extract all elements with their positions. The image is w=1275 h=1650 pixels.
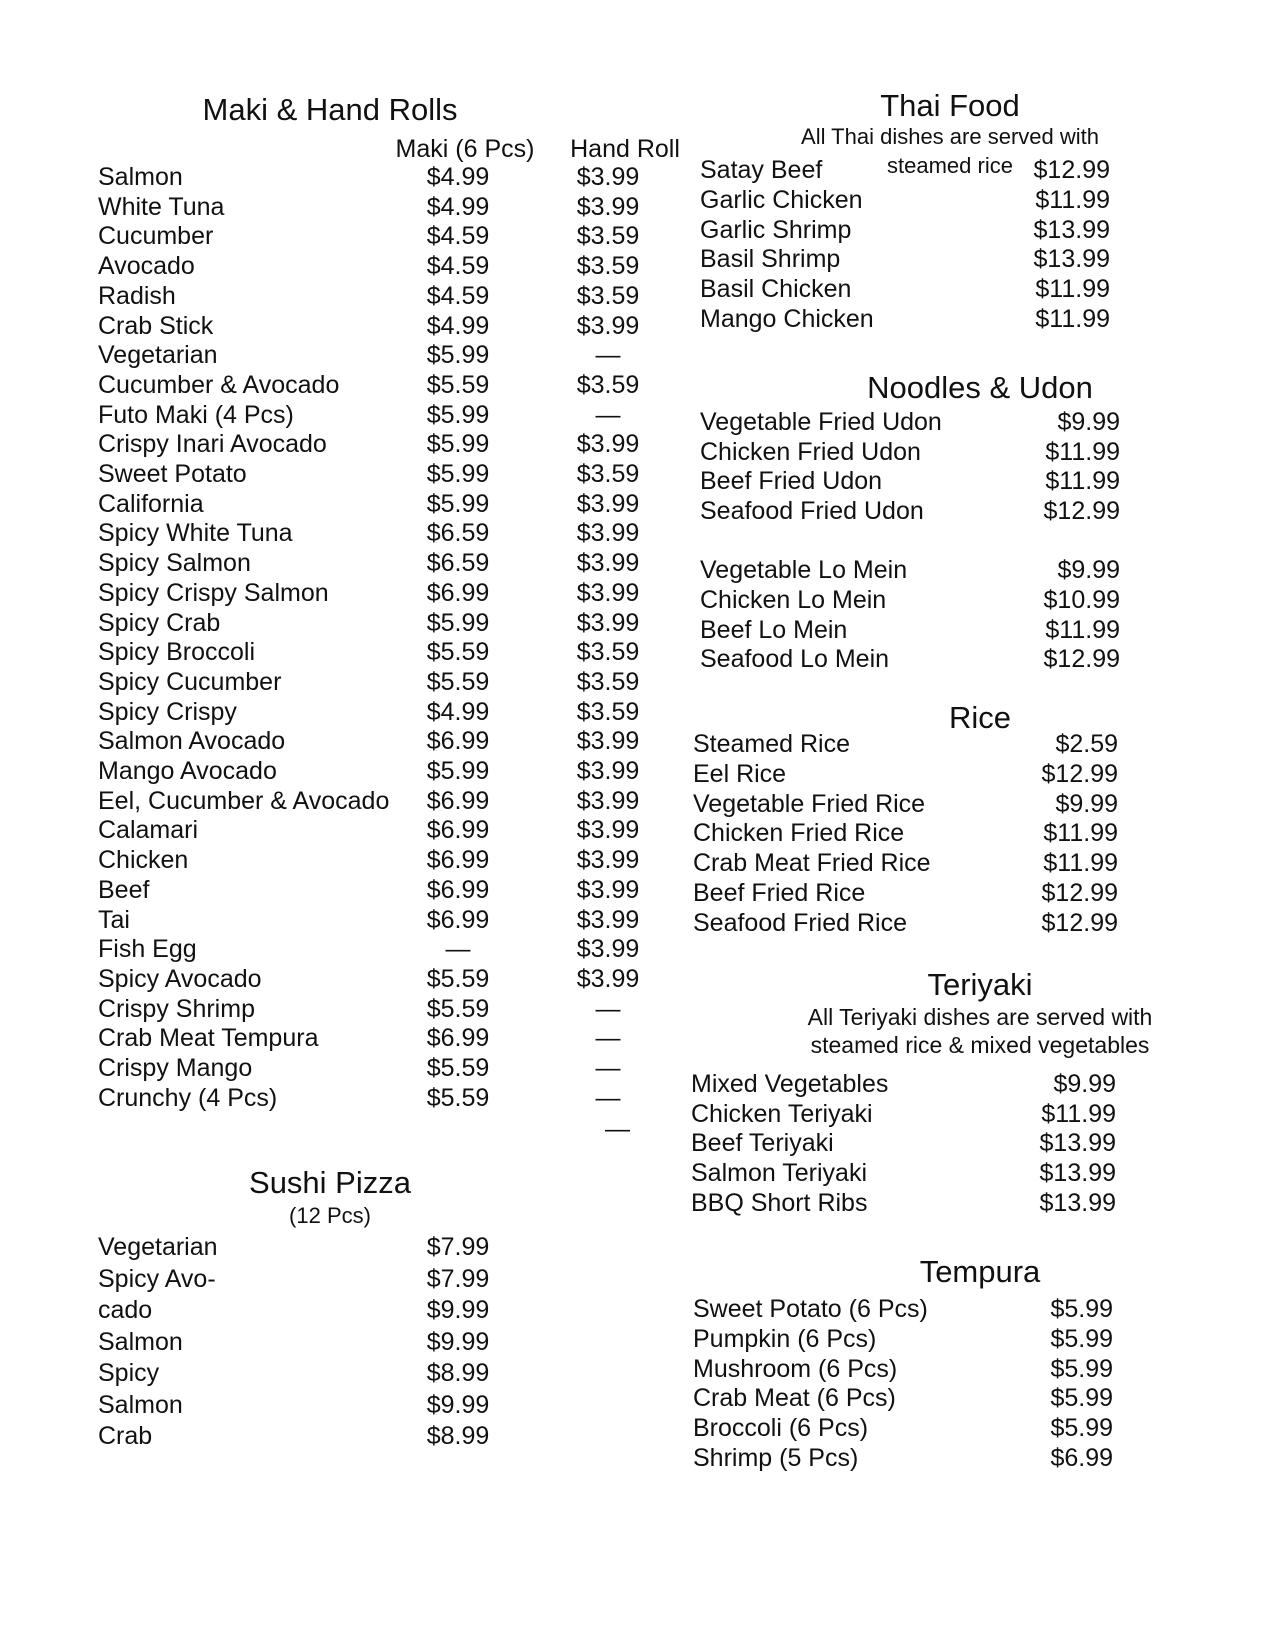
teriyaki-row [691,1099,1126,1130]
item-name: Vegetarian [98,341,218,370]
item-price: $11.99 [1041,1099,1116,1128]
hand-roll-price: $3.59 [576,252,640,281]
noodles-title: Noodles & Udon [867,370,1093,405]
maki-price: $6.59 [426,549,490,578]
maki-row [98,518,658,549]
pizza-row [98,1421,518,1452]
maki-row [98,875,658,906]
item-price: $5.99 [1050,1384,1113,1413]
item-price: $6.99 [1050,1444,1113,1472]
maki-row [98,370,658,401]
item-name: Crab Stick [98,311,214,340]
item-name: Spicy [98,1359,160,1387]
item-name: Crab Meat Fried Rice [693,849,931,878]
thai-row [700,185,1120,216]
item-name: Beef Teriyaki [691,1129,834,1158]
item-price: $9.99 [426,1327,490,1356]
item-price: $8.99 [426,1359,490,1387]
item-name: Spicy Crab [98,608,221,637]
item-price: $5.99 [1050,1324,1113,1353]
item-price: $11.99 [1035,185,1110,214]
item-name: Spicy Broccoli [98,638,255,667]
hand-roll-price: — [595,1054,621,1082]
tempura-title: Tempura [919,1254,1041,1289]
thai-row [700,244,1120,275]
lomein-row [700,615,1125,646]
item-name: Crispy Inari Avocado [98,430,327,459]
maki-price: $5.99 [426,400,490,429]
item-price: $9.99 [1057,556,1120,584]
maki-row [98,251,658,282]
item-price: $2.59 [1055,730,1118,758]
thai-title: Thai Food [880,88,1020,123]
item-price: $12.99 [1041,879,1118,907]
item-name: Mango Chicken [700,305,874,333]
maki-title: Maki & Hand Rolls [202,92,458,127]
maki-price: $5.59 [426,1054,490,1082]
item-name: Sweet Potato (6 Pcs) [693,1295,928,1323]
item-price: $7.99 [426,1264,490,1293]
pizza-row [98,1390,518,1421]
item-price: $9.99 [426,1296,490,1324]
rice-row [693,729,1123,760]
maki-row [98,1083,658,1114]
maki-price: $5.59 [426,994,490,1023]
teriyaki-row [691,1069,1126,1100]
item-name: California [98,489,204,518]
teriyaki-row [691,1188,1126,1219]
item-price: $11.99 [1045,437,1120,466]
item-name: Crab Meat Tempura [98,1024,319,1053]
item-price: $12.99 [1043,645,1120,674]
pizza-title: Sushi Pizza [249,1165,411,1200]
maki-row [98,905,658,936]
thai-row [700,304,1120,335]
item-name: Salmon Teriyaki [691,1159,868,1188]
item-name: Vegetarian [98,1233,218,1261]
hand-roll-price: $3.59 [576,697,640,726]
maki-row [98,964,658,995]
maki-row [98,667,658,698]
item-name: Tai [98,905,130,934]
maki-column-header: Maki (6 Pcs) [395,135,535,163]
teriyaki-title: Teriyaki [927,967,1033,1002]
tempura-row [693,1413,1123,1444]
hand-roll-price: $3.99 [576,578,640,607]
item-name: Shrimp (5 Pcs) [693,1444,859,1472]
tempura-row [693,1294,1123,1325]
maki-price: $6.59 [426,519,490,548]
item-name: Futo Maki (4 Pcs) [98,400,294,429]
item-name: Spicy White Tuna [98,519,293,548]
rice-row [693,789,1123,820]
maki-row [98,548,658,579]
maki-price: $4.59 [426,252,490,281]
hand-roll-price: $3.99 [576,757,640,785]
hand-roll-price: $3.99 [576,549,640,578]
item-name: Spicy Crispy [98,697,237,726]
udon-row [700,437,1125,468]
trailing-dash: — [605,1115,630,1143]
maki-row [98,221,658,252]
item-name: Calamari [98,816,199,845]
item-price: $11.99 [1035,275,1110,304]
teriyaki-row [691,1158,1126,1189]
item-price: $5.99 [1050,1295,1113,1323]
hand-roll-price: $3.99 [576,875,640,904]
item-name: Avocado [98,252,195,281]
item-name: Crispy Shrimp [98,994,255,1023]
maki-row [98,162,658,193]
item-name: White Tuna [98,192,225,221]
item-name: Cucumber [98,222,214,251]
maki-price: $5.59 [426,964,490,993]
thai-row [700,274,1120,305]
item-price: $12.99 [1033,156,1110,184]
thai-row [700,155,1120,186]
item-name: Garlic Shrimp [700,215,852,244]
item-price: $11.99 [1035,305,1110,333]
pizza-row [98,1232,518,1263]
item-name: Beef Fried Rice [693,879,866,907]
maki-row [98,192,658,223]
hand-roll-price: $3.59 [576,370,640,399]
item-name: Seafood Lo Mein [700,645,890,674]
item-name: BBQ Short Ribs [691,1188,868,1217]
hand-roll-price: $3.99 [576,519,640,548]
hand-roll-price: $3.99 [576,192,640,221]
maki-price: $6.99 [426,727,490,756]
item-price: $12.99 [1043,496,1120,525]
item-price: $13.99 [1033,215,1110,244]
item-name: Basil Chicken [700,275,852,304]
item-name: Chicken Fried Udon [700,437,921,466]
item-name: Salmon [98,1327,183,1356]
item-price: $7.99 [426,1233,490,1261]
item-name: Cucumber & Avocado [98,370,340,399]
hand-roll-price: — [595,1024,621,1053]
rice-row [693,878,1123,909]
lomein-row [700,555,1125,586]
maki-price: $6.99 [426,786,490,815]
item-name: Beef [98,875,150,904]
hand-roll-price: — [595,994,621,1023]
item-price: $11.99 [1045,467,1120,496]
maki-row [98,608,658,639]
rice-row [693,759,1123,790]
item-name: Vegetable Lo Mein [700,556,908,584]
hand-roll-price: — [595,1083,621,1112]
maki-price: $5.59 [426,370,490,399]
item-price: $9.99 [426,1390,490,1419]
tempura-row [693,1354,1123,1385]
item-name: Beef Fried Udon [700,467,883,496]
item-name: Steamed Rice [693,730,851,758]
hand-roll-price: $3.99 [576,430,640,459]
item-name: Salmon [98,163,183,191]
maki-row [98,578,658,609]
item-name: Crab [98,1422,153,1450]
hand-roll-column-header: Hand Roll [570,135,680,163]
maki-row [98,815,658,846]
item-name: Fish Egg [98,935,197,964]
item-name: Vegetable Fried Rice [693,789,926,818]
lomein-row [700,585,1125,616]
hand-roll-price: $3.99 [576,846,640,875]
maki-price: $4.99 [426,163,490,191]
item-price: $9.99 [1053,1070,1116,1098]
maki-row [98,1023,658,1054]
maki-price: $5.59 [426,1083,490,1112]
hand-roll-price: $3.99 [576,608,640,637]
tempura-row [693,1443,1123,1474]
item-name: Chicken Lo Mein [700,585,887,614]
item-price: $9.99 [1055,789,1118,818]
item-price: $12.99 [1041,908,1118,937]
maki-row [98,1053,658,1084]
maki-row [98,994,658,1025]
maki-price: $6.99 [426,1024,490,1053]
maki-row [98,697,658,728]
maki-price: $6.99 [426,816,490,845]
maki-row [98,934,658,965]
item-name: Spicy Avocado [98,964,262,993]
item-name: Beef Lo Mein [700,615,848,644]
item-name: Crispy Mango [98,1054,253,1082]
item-name: Broccoli (6 Pcs) [693,1414,869,1443]
item-price: $11.99 [1045,615,1120,644]
item-name: Chicken [98,846,189,875]
maki-row [98,311,658,342]
thai-row [700,215,1120,246]
hand-roll-price: $3.99 [576,905,640,934]
item-name: Chicken Fried Rice [693,819,905,848]
rice-row [693,848,1123,879]
maki-row [98,459,658,490]
item-name: Spicy Salmon [98,549,251,578]
hand-roll-price: — [595,400,621,429]
item-name: Vegetable Fried Udon [700,408,942,436]
maki-row [98,281,658,312]
maki-price: $5.99 [426,460,490,488]
item-price: $5.99 [1050,1414,1113,1443]
tempura-row [693,1324,1123,1355]
maki-price: $6.99 [426,578,490,607]
maki-price: $4.99 [426,311,490,340]
item-name: Radish [98,281,176,310]
hand-roll-price: $3.59 [576,460,640,488]
item-name: Spicy Cucumber [98,667,282,696]
item-price: $8.99 [426,1422,490,1450]
pizza-row [98,1295,518,1326]
rice-row [693,908,1123,939]
item-name: Spicy Avo- [98,1264,216,1293]
hand-roll-price: $3.99 [576,816,640,845]
maki-price: $4.99 [426,192,490,221]
item-price: $10.99 [1043,585,1120,614]
item-price: $12.99 [1041,759,1118,788]
maki-price: $6.99 [426,905,490,934]
thai-note: All Thai dishes are served with steamed rice [801,124,1099,178]
item-price: $13.99 [1033,245,1110,274]
hand-roll-price: $3.99 [576,311,640,340]
maki-price: $4.59 [426,222,490,251]
item-name: cado [98,1296,153,1324]
item-price: $5.99 [1050,1354,1113,1383]
maki-row [98,756,658,787]
maki-row [98,726,658,757]
maki-row [98,489,658,520]
item-name: Mango Avocado [98,757,277,785]
tempura-row [693,1383,1123,1414]
hand-roll-price: $3.59 [576,638,640,667]
pizza-subtitle: (12 Pcs) [289,1203,371,1228]
item-name: Mixed Vegetables [691,1070,889,1098]
maki-price: $5.99 [426,757,490,785]
maki-price: $5.59 [426,638,490,667]
teriyaki-note-line2: steamed rice & mixed vegetables [810,1032,1150,1058]
maki-price: $4.59 [426,281,490,310]
item-price: $11.99 [1043,819,1118,848]
item-name: Pumpkin (6 Pcs) [693,1324,877,1353]
maki-price: $6.99 [426,875,490,904]
maki-row [98,340,658,371]
item-name: Sweet Potato [98,460,247,488]
teriyaki-note-line1: All Teriyaki dishes are served with [807,1004,1153,1030]
hand-roll-price: $3.99 [576,786,640,815]
item-name: Crunchy (4 Pcs) [98,1083,278,1112]
item-name: Eel, Cucumber & Avocado [98,786,390,815]
udon-row [700,466,1125,497]
pizza-row [98,1358,518,1389]
hand-roll-price: $3.99 [576,489,640,518]
hand-roll-price: $3.59 [576,281,640,310]
pizza-row [98,1327,518,1358]
item-name: Salmon Avocado [98,727,286,756]
lomein-row [700,644,1125,675]
maki-row [98,786,658,817]
item-name: Satay Beef [700,156,823,184]
udon-row [700,407,1125,438]
item-price: $13.99 [1039,1188,1116,1217]
maki-row [98,845,658,876]
hand-roll-price: — [595,341,621,370]
hand-roll-price: $3.99 [576,964,640,993]
item-name: Eel Rice [693,759,787,788]
maki-price: $6.99 [426,846,490,875]
teriyaki-row [691,1128,1126,1159]
udon-row [700,496,1125,527]
item-name: Basil Shrimp [700,245,841,274]
item-name: Seafood Fried Udon [700,496,924,525]
item-price: $13.99 [1039,1129,1116,1158]
maki-price: $5.99 [426,489,490,518]
hand-roll-price: $3.59 [576,222,640,251]
maki-row [98,637,658,668]
maki-row [98,429,658,460]
pizza-row [98,1264,518,1295]
item-name: Salmon [98,1390,183,1419]
maki-price: $4.99 [426,697,490,726]
maki-price: — [445,935,471,964]
maki-row [98,400,658,431]
hand-roll-price: $3.99 [576,163,640,191]
item-name: Garlic Chicken [700,185,863,214]
maki-price: $5.59 [426,667,490,696]
hand-roll-price: $3.99 [576,727,640,756]
hand-roll-price: $3.59 [576,667,640,696]
hand-roll-price: $3.99 [576,935,640,964]
item-price: $9.99 [1057,408,1120,436]
item-name: Chicken Teriyaki [691,1099,873,1128]
item-name: Crab Meat (6 Pcs) [693,1384,896,1413]
maki-price: $5.99 [426,430,490,459]
item-price: $11.99 [1043,849,1118,878]
item-name: Mushroom (6 Pcs) [693,1354,898,1383]
maki-price: $5.99 [426,341,490,370]
item-name: Seafood Fried Rice [693,908,908,937]
item-name: Spicy Crispy Salmon [98,578,329,607]
item-price: $13.99 [1039,1159,1116,1188]
rice-title: Rice [948,700,1011,735]
maki-price: $5.99 [426,608,490,637]
rice-row [693,818,1123,849]
